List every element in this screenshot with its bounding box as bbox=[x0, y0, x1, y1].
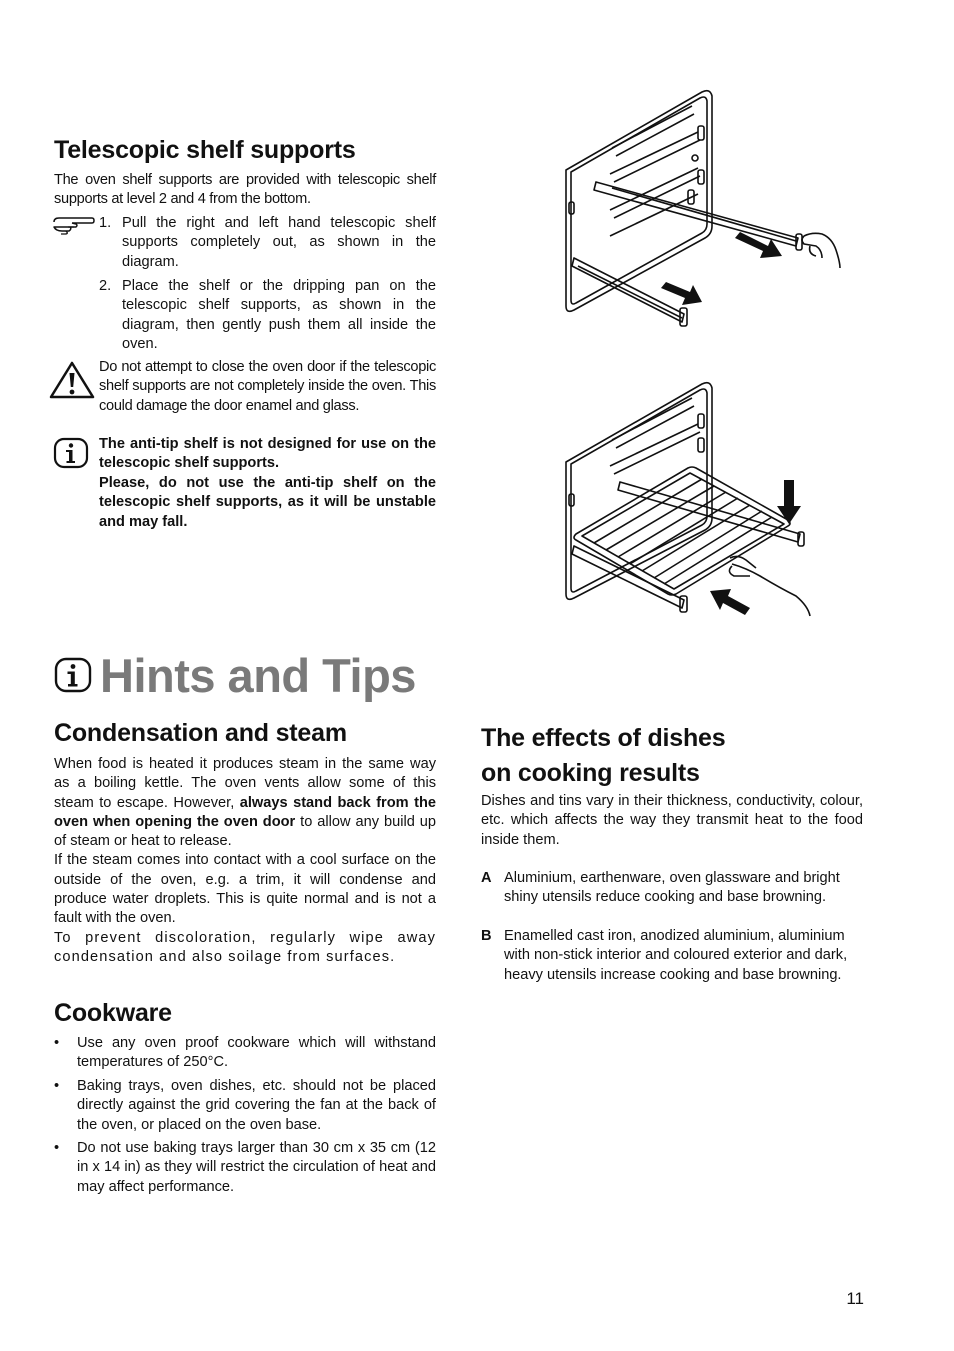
cookware-title: Cookware bbox=[54, 999, 172, 1027]
warning-text: Do not attempt to close the oven door if the telescopic shelf supports are not completely inside the oven. This could damage the door enamel and glass. bbox=[99, 359, 436, 414]
effects-item-b-letter: B bbox=[481, 928, 492, 944]
step-2-text: Place the shelf or the dripping pan on the telescopic shelf supports, as shown in the diagram, then gently push them all inside the oven. bbox=[122, 278, 436, 352]
cookware-item-2-text: Baking trays, oven dishes, etc. should not be placed directly against the grid covering the fan at the back of the oven, or placed on the oven base. bbox=[77, 1078, 436, 1133]
telescopic-intro: The oven shelf supports are provided with telescopic shelf supports at level 2 and 4 from the bottom. bbox=[54, 172, 436, 208]
bullet: • bbox=[54, 1078, 60, 1094]
oven-telescopic-pull-diagram bbox=[560, 86, 850, 346]
effects-item-b-text: Enamelled cast iron, anodized aluminium, aluminium with non-stick interior and coloured exterior and dark, heavy utensils increase cooking and base browning. bbox=[504, 928, 848, 983]
condensation-paragraph-2: If the steam comes into contact with a cool surface on the outside of the oven, e.g. a trim, it will condense and produce water droplets. This is quite normal and is not a fault with the oven. bbox=[54, 852, 436, 927]
info-icon bbox=[53, 437, 89, 469]
condensation-paragraph-1 bbox=[54, 755, 436, 851]
condensation-title: Condensation and steam bbox=[54, 719, 347, 747]
step-2-number: 2. bbox=[99, 278, 112, 294]
effects-title-line-2: on cooking results bbox=[481, 759, 700, 787]
page-number: 11 bbox=[846, 1289, 864, 1308]
effects-item-a-text: Aluminium, earthenware, oven glassware and bright shiny utensils reduce cooking and base browning. bbox=[504, 870, 840, 906]
bullet: • bbox=[54, 1035, 60, 1051]
condensation-p1-a: When food is heated it produces steam in the same way as a boiling kettle. The oven vents allow some of this steam to escape. However, bbox=[54, 756, 436, 811]
condensation-paragraph-3: To prevent discoloration, regularly wipe away condensation and also soilage from surfaces. bbox=[54, 929, 436, 965]
effects-item-a-letter: A bbox=[481, 870, 492, 886]
hints-title: Hints and Tips bbox=[100, 649, 416, 702]
condensation-p1-c: to allow any build up of steam or heat to release. bbox=[54, 813, 437, 850]
cookware-item-1 bbox=[54, 1034, 436, 1073]
info-text-1: The anti-tip shelf is not designed for use on the telescopic shelf supports. bbox=[99, 436, 436, 472]
condensation-p1-bold: always stand back from the oven when opening the oven door bbox=[54, 794, 436, 830]
cookware-item-2 bbox=[54, 1077, 436, 1135]
cookware-item-3 bbox=[54, 1139, 436, 1197]
cookware-item-3-text: Do not use baking trays larger than 30 cm x 35 cm (12 in x 14 in) as they will restrict the circulation of heat and may affect performance. bbox=[77, 1140, 436, 1195]
step-2 bbox=[99, 277, 436, 354]
step-1 bbox=[99, 214, 436, 272]
effects-title-line-1: The effects of dishes bbox=[481, 724, 726, 752]
warning-icon bbox=[48, 360, 96, 400]
effects-title bbox=[481, 721, 725, 791]
bullet: • bbox=[54, 1140, 60, 1156]
hints-info-icon bbox=[54, 657, 92, 693]
pointing-hand-icon bbox=[52, 214, 96, 236]
effects-item-b bbox=[481, 927, 863, 985]
step-1-number: 1. bbox=[99, 215, 112, 231]
step-1-text: Pull the right and left hand telescopic shelf supports completely out, as shown in the diagram. bbox=[122, 215, 436, 270]
effects-item-a bbox=[481, 869, 863, 908]
info-text-2: Please, do not use the anti-tip shelf on the telescopic shelf supports, as it will be unstable and may fall. bbox=[99, 475, 436, 530]
oven-shelf-placement-diagram bbox=[560, 378, 820, 630]
condensation-body bbox=[54, 755, 436, 967]
telescopic-title: Telescopic shelf supports bbox=[54, 136, 356, 164]
effects-intro: Dishes and tins vary in their thickness, conductivity, colour, etc. which affects the way they transmit heat to the food inside them. bbox=[481, 793, 863, 848]
cookware-item-1-text: Use any oven proof cookware which will withstand temperatures of 250°C. bbox=[77, 1035, 436, 1071]
